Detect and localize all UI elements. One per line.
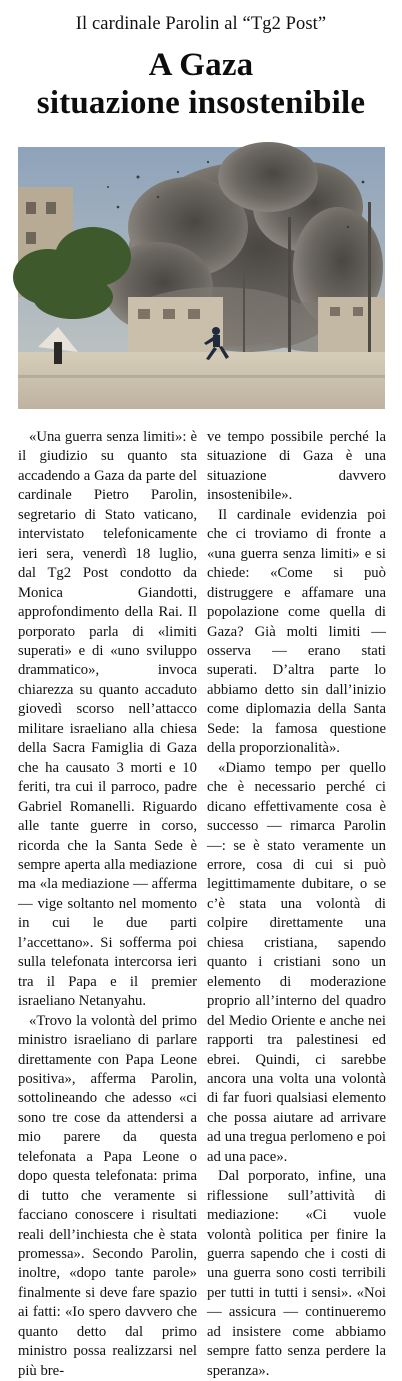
- article-kicker: Il cardinale Parolin al “Tg2 Post”: [75, 14, 327, 34]
- article-body: [18, 428, 386, 1379]
- headline-line-2: situazione insostenibile: [36, 85, 366, 121]
- article-photo: [18, 147, 385, 409]
- column-left: [18, 428, 197, 1379]
- paragraph: ve tempo possibile perché la situazione di Gaza è una situazione davvero insostenibile».: [207, 429, 386, 504]
- headline-line-1: A Gaza: [148, 47, 254, 83]
- paragraph: Il cardinale evidenzia poi che ci troviamo di fronte a «una guerra senza limiti» e si chiede: «Come si può distruggere e affamare una popolazione come quella di Gaza? Già molti limiti — osserva — erano stati superati. D’altra parte lo abbiamo detto sin dall’inizio come diplomazia della Santa Sede: la famosa questione della proporzionalità».: [207, 506, 386, 757]
- photo-gaza-explosion-icon: [18, 147, 385, 409]
- paragraph: Dal porporato, infine, una riflessione sull’attività di mediazione: «Ci vuole volontà politica per finire la guerra sapendo che i costi di una guerra sono costi terribili per tutti in tutti i sensi». «Noi — assicura — continueremo ad insistere come abbiamo sempre fatto senza perdere la speranza».: [207, 1168, 386, 1379]
- paragraph: «Una guerra senza limiti»: è il giudizio su quanto sta accadendo a Gaza da parte del cardinale Pietro Parolin, segretario di Stato vaticano, intervistato telefonicamente ieri sera, venerdì 18 luglio, dal Tg2 Post condotto da Monica Giandotti, approfondimento della Rai. Il porporato parla di «limiti superati» e di «uno sviluppo drammatico», invoca chiarezza su quanto accaduto giovedì scorso nell’attacco militare israeliano alla chiesa della Sacra Famiglia di Gaza che ha causato 3 morti e 10 feriti, tra cui il parroco, padre Gabriel Romanelli. Riguardo alle tante guerre in corso, ricorda che la Santa Sede è sempre aperta alla mediazione ma «la mediazione — afferma — vige soltanto nel momento in cui le due parti l’accettano». Si sofferma poi sulla telefonata intercorsa ieri tra il Papa e il premier israeliano Netanyahu.: [18, 429, 197, 1010]
- paragraph: «Diamo tempo per quello che è necessario perché ci dicano effettivamente cosa è successo — rimarca Parolin —: se è stato veramente un errore, cosa di cui si può legittimamente dubitare, o se c’è stata una volontà di colpire direttamente una chiesa cristiana, sapendo quanto i cristiani sono un elemento di moderazione proprio all’interno del quadro del Medio Oriente e anche nei rapporti tra palestinesi ed ebrei. Quindi, ci sarebbe ancora una volta una volontà di far fuori qualsiasi elemento che possa aiutare ad arrivare ad una tregua perlomeno e poi ad una pace».: [207, 759, 386, 1165]
- paragraph: «Trovo la volontà del primo ministro israeliano di parlare direttamente con Papa Leone positiva», afferma Parolin, sottolineando che adesso «ci sono tre cose da attendersi a mio parere da questa telefonata a Papa Leone o dopo questa telefonata: prima di tutto che veramente si facciano conoscere i risultati reali dell’inchiesta che è stata promessa». Secondo Parolin, inoltre, «dopo tante parole» finalmente si deve fare spazio ai fatti: «Io spero davvero che quanto detto dal primo ministro possa realizzarsi nel più bre-: [18, 1012, 197, 1379]
- column-right: [207, 428, 386, 1379]
- article-headline: [0, 46, 402, 122]
